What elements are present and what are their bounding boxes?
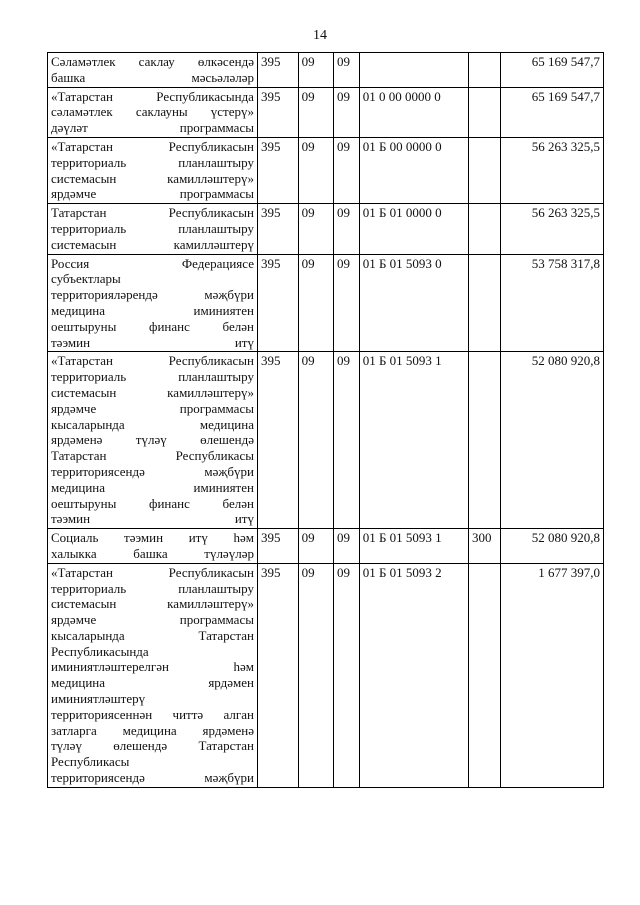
page-number: 14 — [313, 28, 327, 43]
item-name-line: кысаларында медицина — [51, 416, 254, 432]
item-name-line: ярдәмче программасы — [51, 612, 254, 628]
subsection-code-cell: 09 — [334, 87, 360, 137]
section-code-cell: 09 — [298, 204, 333, 254]
item-name-line: Россия Федерациясе — [51, 255, 254, 271]
item-name-line: территориаль планлаштыру — [51, 220, 254, 236]
table-row — [48, 204, 604, 254]
item-name-cell — [48, 352, 258, 529]
item-name-line: Социаль тәэмин итү һәм — [51, 530, 254, 546]
ministry-code-cell: 395 — [257, 254, 298, 352]
item-name-line: дәүләт программасы — [51, 120, 254, 136]
expense-type-cell — [468, 87, 500, 137]
section-code-cell: 09 — [298, 87, 333, 137]
target-article-cell: 01 Б 00 0000 0 — [359, 137, 468, 203]
item-name-line: тәэмин итү — [51, 334, 254, 350]
target-article-cell — [359, 53, 468, 88]
target-article-cell: 01 Б 01 5093 1 — [359, 529, 468, 564]
item-name-line: системасын камилләштерү» — [51, 170, 254, 186]
item-name-cell — [48, 204, 258, 254]
target-article-cell: 01 0 00 0000 0 — [359, 87, 468, 137]
expense-type-cell — [468, 204, 500, 254]
target-article-cell: 01 Б 01 5093 2 — [359, 563, 468, 787]
amount-cell: 52 080 920,8 — [501, 352, 604, 529]
subsection-code-cell: 09 — [334, 137, 360, 203]
item-name-line: башка мәсьәләләр — [51, 69, 254, 85]
item-name-cell — [48, 254, 258, 352]
item-name-line: иминиятләштерелгән һәм — [51, 659, 254, 675]
item-name-cell — [48, 137, 258, 203]
target-article-cell: 01 Б 01 5093 1 — [359, 352, 468, 529]
item-name-line: ярдәмче программасы — [51, 400, 254, 416]
ministry-code-cell: 395 — [257, 87, 298, 137]
item-name-line: иминиятләштерү — [51, 691, 146, 707]
ministry-code-cell: 395 — [257, 137, 298, 203]
item-name-line: тәэмин итү — [51, 511, 254, 527]
item-name-line: халыкка башка түләүләр — [51, 545, 254, 561]
subsection-code-cell: 09 — [334, 563, 360, 787]
section-code-cell: 09 — [298, 254, 333, 352]
amount-cell: 52 080 920,8 — [501, 529, 604, 564]
table-row — [48, 529, 604, 564]
subsection-code-cell: 09 — [334, 254, 360, 352]
subsection-code-cell: 09 — [334, 204, 360, 254]
amount-cell: 65 169 547,7 — [501, 87, 604, 137]
item-name-cell — [48, 563, 258, 787]
item-name-line: оештыруны финанс белән — [51, 495, 254, 511]
item-name-cell — [48, 529, 258, 564]
budget-table — [47, 52, 604, 788]
amount-cell: 56 263 325,5 — [501, 204, 604, 254]
item-name-line: территориаль планлаштыру — [51, 369, 254, 385]
budget-table-body — [48, 53, 604, 788]
section-code-cell: 09 — [298, 137, 333, 203]
amount-cell: 53 758 317,8 — [501, 254, 604, 352]
item-name-line: территорияләрендә мәҗбүри — [51, 287, 254, 303]
table-row — [48, 563, 604, 787]
expense-type-cell — [468, 137, 500, 203]
item-name-line: территориаль планлаштыру — [51, 154, 254, 170]
section-code-cell: 09 — [298, 53, 333, 88]
item-name-line: территориясендә мәҗбүри — [51, 463, 254, 479]
expense-type-cell: 300 — [468, 529, 500, 564]
item-name-line: территориясендә мәҗбүри — [51, 770, 254, 786]
item-name-line: Татарстан Республикасын — [51, 205, 254, 221]
section-code-cell: 09 — [298, 563, 333, 787]
subsection-code-cell: 09 — [334, 529, 360, 564]
section-code-cell: 09 — [298, 352, 333, 529]
item-name-cell — [48, 53, 258, 88]
item-name-line: «Татарстан Республикасын — [51, 353, 254, 369]
expense-type-cell — [468, 53, 500, 88]
target-article-cell: 01 Б 01 5093 0 — [359, 254, 468, 352]
table-row — [48, 254, 604, 352]
item-name-line: системасын камилләштерү — [51, 236, 254, 252]
table-row — [48, 137, 604, 203]
item-name-line: системасын камилләштерү» — [51, 384, 254, 400]
item-name-cell — [48, 87, 258, 137]
item-name-line: субъектлары — [51, 271, 121, 287]
item-name-line: ярдәмче программасы — [51, 186, 254, 202]
item-name-line: системасын камилләштерү» — [51, 596, 254, 612]
amount-cell: 1 677 397,0 — [501, 563, 604, 787]
item-name-line: «Татарстан Республикасын — [51, 138, 254, 154]
item-name-line: «Татарстан Республикасын — [51, 564, 254, 580]
item-name-line: оештыруны финанс белән — [51, 318, 254, 334]
item-name-line: территориаль планлаштыру — [51, 580, 254, 596]
item-name-line: түләү өлешендә Татарстан — [51, 738, 254, 754]
amount-cell: 56 263 325,5 — [501, 137, 604, 203]
ministry-code-cell: 395 — [257, 204, 298, 254]
item-name-line: Татарстан Республикасы — [51, 448, 254, 464]
ministry-code-cell: 395 — [257, 53, 298, 88]
item-name-line: кысаларында Татарстан — [51, 627, 254, 643]
item-name-line: медицина иминиятен — [51, 302, 254, 318]
item-name-line: «Татарстан Республикасында — [51, 88, 254, 104]
item-name-line: сәламәтлек саклауны үстерү» — [51, 104, 254, 120]
subsection-code-cell: 09 — [334, 352, 360, 529]
ministry-code-cell: 395 — [257, 529, 298, 564]
expense-type-cell — [468, 563, 500, 787]
item-name-line: ярдәменә түләү өлешендә — [51, 432, 254, 448]
table-row — [48, 87, 604, 137]
item-name-line: Республикасы — [51, 754, 130, 770]
table-row — [48, 352, 604, 529]
item-name-line: территориясеннән читтә алган — [51, 706, 254, 722]
target-article-cell: 01 Б 01 0000 0 — [359, 204, 468, 254]
item-name-line: затларга медицина ярдәменә — [51, 722, 254, 738]
table-row — [48, 53, 604, 88]
item-name-line: медицина ярдәмен — [51, 675, 254, 691]
item-name-line: медицина иминиятен — [51, 479, 254, 495]
section-code-cell: 09 — [298, 529, 333, 564]
ministry-code-cell: 395 — [257, 352, 298, 529]
expense-type-cell — [468, 254, 500, 352]
subsection-code-cell: 09 — [334, 53, 360, 88]
amount-cell: 65 169 547,7 — [501, 53, 604, 88]
item-name-line: Сәламәтлек саклау өлкәсендә — [51, 54, 254, 69]
item-name-line: Республикасында — [51, 643, 149, 659]
expense-type-cell — [468, 352, 500, 529]
ministry-code-cell: 395 — [257, 563, 298, 787]
